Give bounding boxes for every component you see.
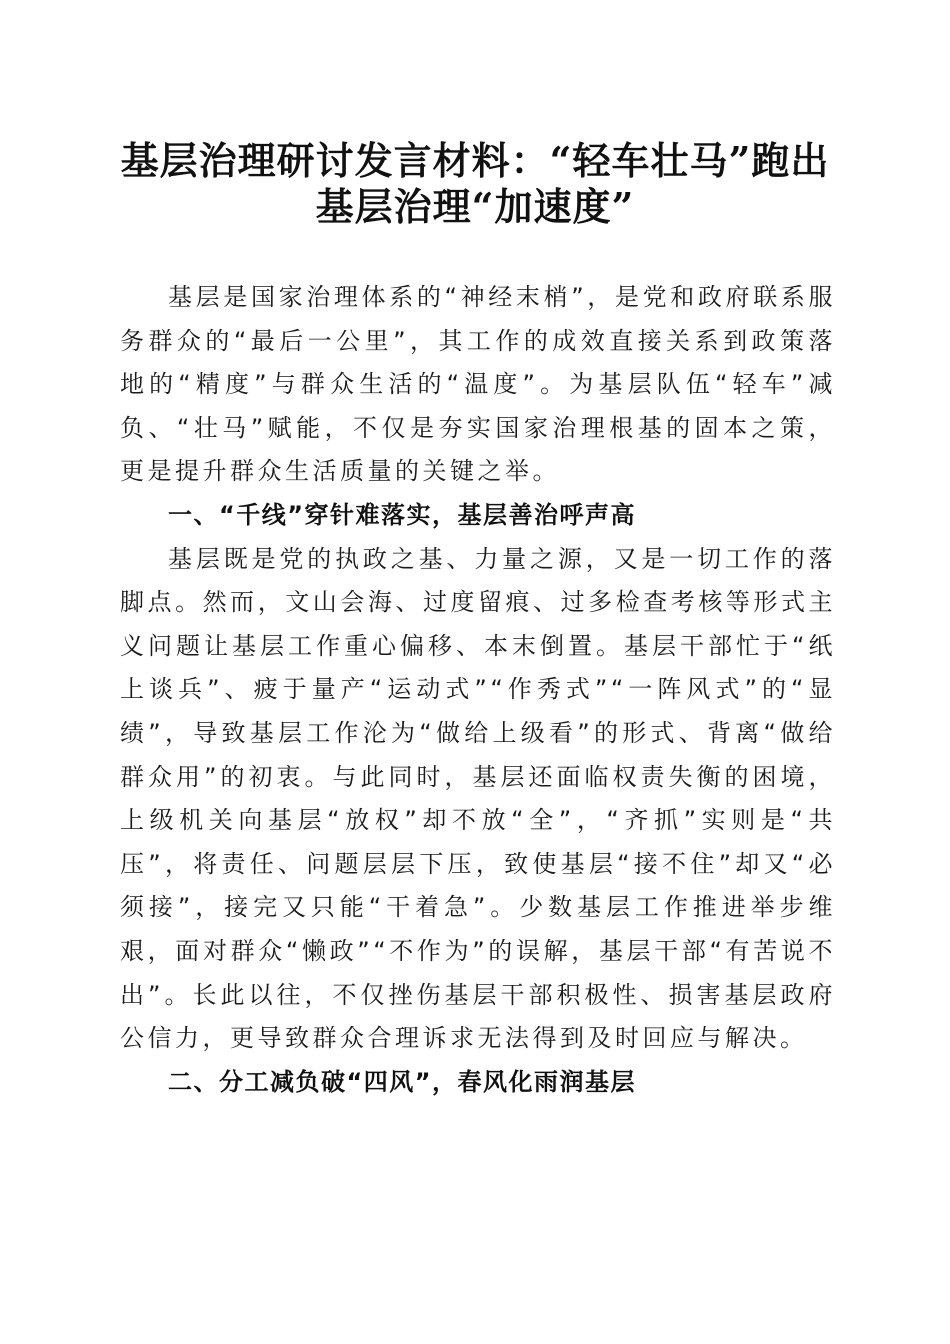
section-heading-2: 二、分工减负破“四风”，春风化雨润基层 — [168, 1067, 637, 1096]
intro-paragraph: 基层是国家治理体系的“神经末梢”，是党和政府联系服务群众的“最后一公里”，其工作的成效直接关系到政策落地的“精度”与群众生活的“温度”。为基层队伍“轻车”减负、“壮马”赋能，不仅是夯实国家治理根基的固本之策，更是提升群众生活质量的关键之举。 — [120, 283, 836, 486]
document-body — [120, 276, 836, 1104]
section-1-paragraph: 基层既是党的执政之基、力量之源，又是一切工作的落脚点。然而，文山会海、过度留痕、过多检查考核等形式主义问题让基层工作重心偏移、本末倒置。基层干部忙于“纸上谈兵”、疲于量产“运动式”“作秀式”“一阵风式”的“显绩”，导致基层工作沦为“做给上级看”的形式、背离“做给群众用”的初衷。与此同时，基层还面临权责失衡的困境，上级机关向基层“放权”却不放“全”，“齐抓”实则是“共压”，将责任、问题层层下压，致使基层“接不住”却又“必须接”，接完又只能“干着急”。少数基层工作推进举步维艰，面对群众“懒政”“不作为”的误解，基层干部“有苦说不出”。长此以往，不仅挫伤基层干部积极性、损害基层政府公信力，更导致群众合理诉求无法得到及时回应与解决。 — [120, 544, 836, 1053]
section-heading-1: 一、“千线”穿针难落实，基层善治呼声高 — [168, 500, 637, 529]
document-title: 基层治理研讨发言材料：“轻车壮马”跑出基层治理“加速度” — [120, 138, 830, 229]
